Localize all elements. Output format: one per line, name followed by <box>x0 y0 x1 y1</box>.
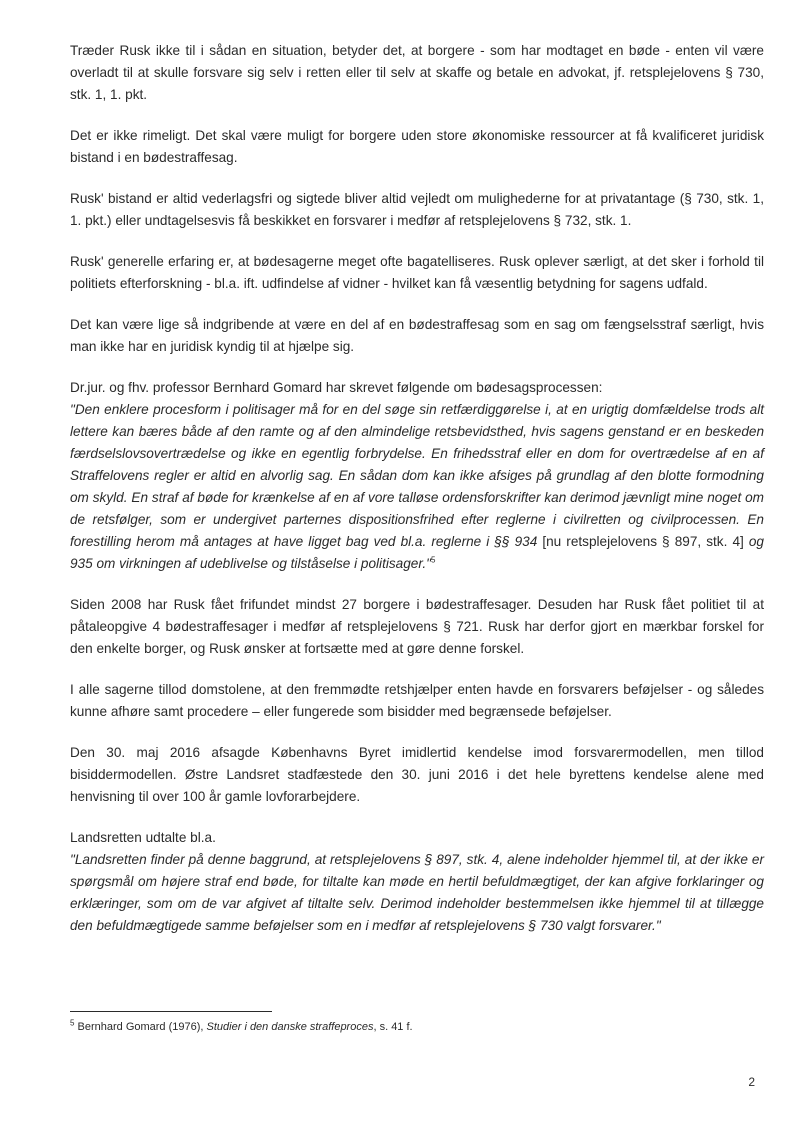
footnote <box>70 1020 764 1034</box>
paragraph-byret-ruling: Den 30. maj 2016 afsagde Københavns Byret imidlertid kendelse imod forsvarermodellen, men tillod bisiddermodellen. Østre Landsret stadfæstede den 30. juni 2016 i det hele byrettens kendelse alene med henvisning til over 100 år gamle lovforarbejdere. <box>70 745 764 804</box>
gomard-bracket-note: [nu retsplejelovens § 897, stk. 4] <box>537 534 744 549</box>
footnote-number: 5 <box>70 1018 75 1028</box>
paragraph-acquittals: Siden 2008 har Rusk fået frifundet mindst 27 borgere i bødestraffesager. Desuden har Rusk fået politiet til at påtaleopgive 4 bødestraffesager i medfør af retsplejelovens § 721. Rusk har derfor gjort en mærkbar forskel for den enkelte borger, og Rusk ønsker at fortsætte med at gøre denne forskel. <box>70 597 764 656</box>
paragraph-court-permissions: I alle sagerne tillod domstolene, at den fremmødte retshjælper enten havde en forsvarers beføjelser - og således kunne afhøre samt procedere – eller fungerede som bisidder med begrænsede beføjelser. <box>70 682 764 719</box>
paragraph-not-reasonable: Det er ikke rimeligt. Det skal være muligt for borgere uden store økonomiske ressourcer at få kvalificeret juridisk bistand i en bødestraffesag. <box>70 128 764 165</box>
footnote-text-pre: Bernhard Gomard (1976), <box>74 1021 207 1033</box>
landsret-intro: Landsretten udtalte bl.a. <box>70 830 216 845</box>
footnote-reference[interactable]: 5 <box>430 555 436 565</box>
footnote-text-post: , s. 41 f. <box>373 1021 413 1033</box>
footnote-book-title: Studier i den danske straffeproces <box>206 1021 374 1033</box>
gomard-quote-part2: og 935 om virkningen af udeblivelse og tilståselse i politisager." <box>70 534 764 571</box>
paragraph-rusk-situation: Træder Rusk ikke til i sådan en situation, betyder det, at borgere - som har modtaget en bøde - enten vil være overladt til at skulle forsvare sig selv i retten eller til selv at skaffe og betale en advokat, jf. retsplejelovens § 730, stk. 1, 1. pkt. <box>70 43 764 102</box>
gomard-quote-part1: "Den enklere procesform i politisager må for en del søge sin retfærdiggørelse i, at en urigtig domfældelse trods alt lettere kan bæres både af den ramte og af den almindelige retsbevidsthed, hvis sagens genstand er en beskeden færdselslovsovertrædelse og ikke en egentlig forbrydelse. En frihedsstraf eller en dom for overtrædelse af en af Straffelovens regler er altid en alvorlig sag. En sådan dom kan ikke afsiges på grundlag af den blotte formodning om skyld. En straf af bøde for krænkelse af en af vore talløse ordensforskrifter kan derimod jævnligt mine noget om de retsfølger, som er undergivet parternes dispositionsfrihed efter reglerne i civilretten og civilprocessen. En forestilling herom må antages at have ligget bag ved bl.a. reglerne i §§ 934 <box>70 402 764 549</box>
footnote-separator <box>70 1011 272 1012</box>
gomard-quote <box>70 399 764 575</box>
paragraph-general-experience: Rusk' generelle erfaring er, at bødesagerne meget ofte bagatelliseres. Rusk oplever særligt, at det sker i forhold til politiets efterforskning - bl.a. ift. udfindelse af vidner - hvilket kan få væsentlig betydning for sagens udfald. <box>70 254 764 291</box>
landsret-quote: "Landsretten finder på denne baggrund, at retsplejelovens § 897, stk. 4, alene indeholder hjemmel til, at der ikke er spørgsmål om højere straf end bøde, for tiltalte kan møde en hertil befuldmægtiget, der kan afgive forklaringer og erklæringer, som om de var afgivet af tiltalte selv. Derimod indeholder bestemmelsen ikke hjemmel til at tillægge den befuldmægtigede samme beføjelser som en i medfør af retsplejelovens § 730 valgt forsvarer." <box>70 852 764 933</box>
paragraph-invasive: Det kan være lige så indgribende at være en del af en bødestraffesag som en sag om fængselsstraf særligt, hvis man ikke har en juridisk kyndig til at hjælpe sig. <box>70 317 764 354</box>
paragraph-free-assistance: Rusk' bistand er altid vederlagsfri og sigtede bliver altid vejledt om mulighederne for at privatantage (§ 730, stk. 1, 1. pkt.) eller undtagelsesvis få beskikket en forsvarer i medfør af retsplejelovens § 732, stk. 1. <box>70 191 764 228</box>
gomard-intro: Dr.jur. og fhv. professor Bernhard Gomard har skrevet følgende om bødesagsprocessen: <box>70 380 603 395</box>
document-body <box>70 40 764 937</box>
page-number: 2 <box>748 1075 755 1089</box>
